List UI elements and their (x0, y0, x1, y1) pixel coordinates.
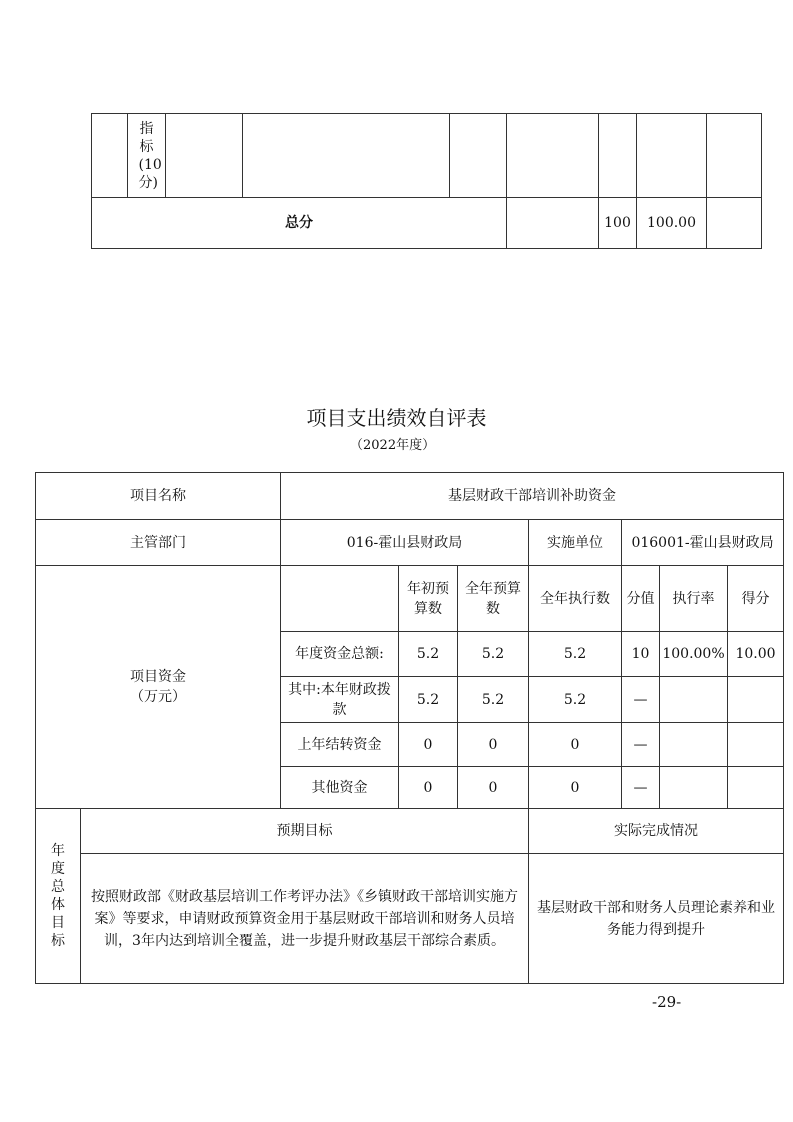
header-score: 得分 (728, 566, 784, 632)
funds-label: 项目资金（万元） (36, 566, 281, 809)
header-annual: 全年预算数 (458, 566, 529, 632)
performance-table (35, 472, 784, 984)
page-subtitle: （2022年度） (350, 438, 436, 453)
total-score: 100.00 (637, 198, 707, 249)
actual-result: 基层财政干部和财务人员理论素养和业务能力得到提升 (529, 854, 784, 984)
project-name-label: 项目名称 (36, 473, 281, 520)
indicator-label: 指标(10分) (128, 114, 166, 198)
goal-label: 年度总体目标 (36, 809, 81, 984)
score-table-continued (91, 113, 762, 249)
table-row: 其中:本年财政拨款 5.2 5.2 5.2 — (36, 677, 784, 723)
dept: 016-霍山县财政局 (281, 520, 529, 566)
table-row: 其他资金 0 0 0 — (36, 767, 784, 809)
unit: 016001-霍山县财政局 (622, 520, 784, 566)
unit-label: 实施单位 (529, 520, 622, 566)
total-label: 总分 (92, 198, 507, 249)
header-initial: 年初预算数 (399, 566, 458, 632)
expected-goal: 按照财政部《财政基层培训工作考评办法》《乡镇财政干部培训实施方案》等要求，申请财政预算资金用于基层财政干部培训和财务人员培训，3年内达到培训全覆盖，进一步提升财政基层干部综合素质。 (81, 854, 529, 984)
actual-label: 实际完成情况 (529, 809, 784, 854)
project-name: 基层财政干部培训补助资金 (281, 473, 784, 520)
dept-label: 主管部门 (36, 520, 281, 566)
header-executed: 全年执行数 (529, 566, 622, 632)
total-points: 100 (599, 198, 637, 249)
page-title: 项目支出绩效自评表 (306, 406, 487, 430)
table-row: 上年结转资金 0 0 0 — (36, 723, 784, 767)
page-number: -29- (652, 993, 682, 1011)
table-row: 年度资金总额: 5.2 5.2 5.2 10 100.00% 10.00 (36, 632, 784, 677)
expected-label: 预期目标 (81, 809, 529, 854)
header-rate: 执行率 (660, 566, 728, 632)
header-points: 分值 (622, 566, 660, 632)
